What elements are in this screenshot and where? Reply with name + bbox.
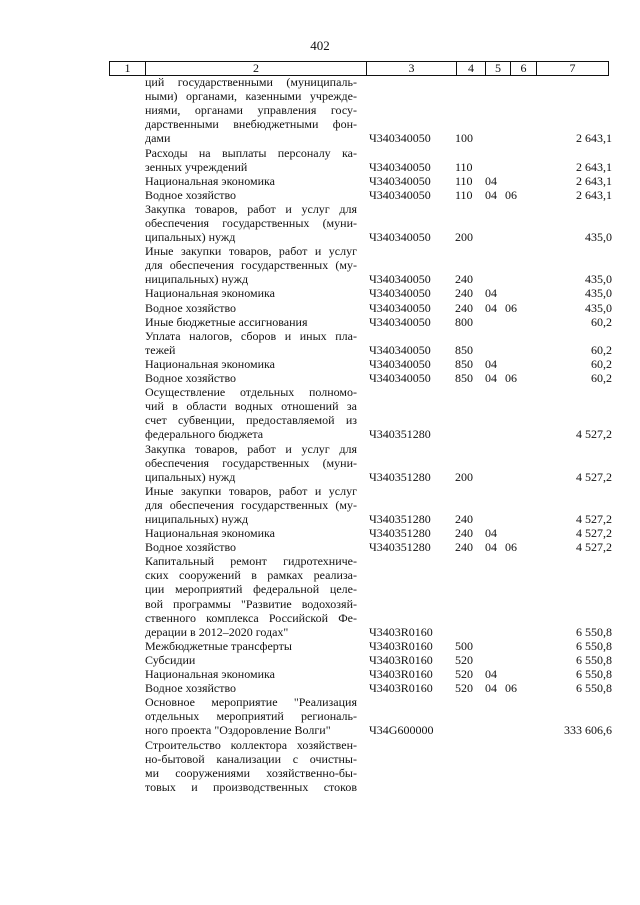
row-description	[145, 667, 357, 681]
table-row	[0, 174, 640, 188]
section-code: 04	[485, 286, 497, 301]
subsection-code: 06	[505, 300, 517, 315]
table-row	[0, 286, 640, 300]
expense-type-code: 240	[455, 512, 473, 526]
row-description	[145, 371, 357, 385]
description-line: Водное хозяйство	[145, 371, 237, 386]
amount: 6 550,8	[576, 652, 612, 667]
description-line: Уплата налогов, сборов и иных пла-	[145, 328, 357, 343]
description-line: ниципальных) нужд	[145, 272, 249, 287]
amount: 60,2	[591, 371, 612, 386]
amount: 60,2	[591, 314, 612, 329]
amount: 2 643,1	[576, 173, 612, 188]
amount: 6 550,8	[576, 638, 612, 653]
description-line: товых и производственных стоков	[145, 779, 357, 794]
table-row	[0, 738, 640, 794]
expense-type-code: 240	[455, 300, 473, 315]
description-line: ципальных) нужд	[145, 469, 236, 484]
column-header-1: 1	[110, 62, 146, 76]
description-line: ниципальных) нужд	[145, 512, 249, 526]
amount: 4 527,2	[576, 427, 612, 442]
target-article-code: Ч340340050	[369, 300, 431, 315]
description-line: ских сооружений в рамках реализа-	[145, 568, 357, 583]
column-header-2: 2	[146, 62, 367, 76]
description-line: для обеспечения государственных (му-	[145, 497, 357, 512]
description-line: счет субвенции, предоставляемой из	[145, 413, 357, 428]
expense-type-code: 110	[455, 173, 473, 188]
table-row	[0, 526, 640, 540]
table-row	[0, 188, 640, 202]
budget-table-body	[0, 75, 640, 794]
section-code: 04	[485, 667, 497, 682]
target-article-code: Ч3403R0160	[369, 667, 433, 682]
amount: 333 606,6	[564, 723, 612, 738]
table-row	[0, 639, 640, 653]
row-description	[145, 526, 357, 540]
amount: 2 643,1	[576, 131, 612, 146]
amount: 60,2	[591, 356, 612, 371]
table-row	[0, 695, 640, 737]
row-description	[145, 738, 357, 794]
description-line: ными) органами, казенными учрежде-	[145, 89, 357, 104]
section-code: 04	[485, 681, 497, 696]
description-line: тежей	[145, 342, 176, 357]
description-line: Субсидии	[145, 652, 196, 667]
description-line: Иные закупки товаров, работ и услуг	[145, 483, 357, 498]
target-article-code: Ч3403R0160	[369, 652, 433, 667]
description-line: Капитальный ремонт гидротехниче-	[145, 554, 357, 569]
table-row	[0, 371, 640, 385]
target-article-code: Ч3403R0160	[369, 638, 433, 653]
row-description	[145, 202, 357, 244]
table-row	[0, 667, 640, 681]
target-article-code: Ч340340050	[369, 272, 431, 287]
description-line: ций государственными (муниципаль-	[145, 75, 357, 89]
section-code: 04	[485, 371, 497, 386]
target-article-code: Ч340340050	[369, 314, 431, 329]
amount: 2 643,1	[576, 159, 612, 174]
description-line: Расходы на выплаты персоналу ка-	[145, 145, 357, 160]
row-description	[145, 653, 357, 667]
expense-type-code: 850	[455, 356, 473, 371]
amount: 435,0	[585, 272, 612, 287]
row-description	[145, 681, 357, 695]
amount: 6 550,8	[576, 681, 612, 696]
expense-type-code: 850	[455, 371, 473, 386]
row-description	[145, 188, 357, 202]
target-article-code: Ч340340050	[369, 173, 431, 188]
table-row	[0, 146, 640, 174]
description-line: дами	[145, 131, 171, 146]
target-article-code: Ч340340050	[369, 131, 431, 146]
table-row	[0, 301, 640, 315]
description-line: Строительство коллектора хозяйствен-	[145, 737, 357, 752]
row-description	[145, 540, 357, 554]
description-line: Основное мероприятие "Реализация	[145, 695, 357, 710]
expense-type-code: 850	[455, 342, 473, 357]
amount: 6 550,8	[576, 624, 612, 639]
amount: 4 527,2	[576, 469, 612, 484]
description-line: ции мероприятий федеральной целе-	[145, 582, 357, 597]
table-row	[0, 442, 640, 484]
description-line: Иные закупки товаров, работ и услуг	[145, 244, 357, 259]
table-row	[0, 357, 640, 371]
amount: 435,0	[585, 300, 612, 315]
expense-type-code: 200	[455, 230, 473, 245]
subsection-code: 06	[505, 187, 517, 202]
description-line: ственного комплекса Российской Фе-	[145, 610, 357, 625]
subsection-code: 06	[505, 371, 517, 386]
amount: 4 527,2	[576, 512, 612, 526]
section-code: 04	[485, 540, 497, 555]
expense-type-code: 520	[455, 667, 473, 682]
row-description	[145, 301, 357, 315]
description-line: Водное хозяйство	[145, 540, 237, 555]
target-article-code: Ч340351280	[369, 512, 431, 526]
target-article-code: Ч340340050	[369, 371, 431, 386]
description-line: Закупка товаров, работ и услуг для	[145, 441, 357, 456]
expense-type-code: 240	[455, 272, 473, 287]
expense-type-code: 520	[455, 652, 473, 667]
description-line: чий в области водных отношений за	[145, 399, 357, 414]
table-row	[0, 315, 640, 329]
expense-type-code: 200	[455, 469, 473, 484]
description-line: Водное хозяйство	[145, 187, 237, 202]
description-line: ного проекта "Оздоровление Волги"	[145, 723, 331, 738]
row-description	[145, 554, 357, 639]
description-line: Закупка товаров, работ и услуг для	[145, 201, 357, 216]
table-row	[0, 554, 640, 639]
section-code: 04	[485, 187, 497, 202]
description-line: отдельных мероприятий региональ-	[145, 709, 357, 724]
description-line: ципальных) нужд	[145, 230, 236, 245]
row-description	[145, 146, 357, 174]
description-line: ниями, органами управления госу-	[145, 103, 357, 118]
expense-type-code: 110	[455, 187, 473, 202]
expense-type-code: 500	[455, 638, 473, 653]
expense-type-code: 100	[455, 131, 473, 146]
description-line: Национальная экономика	[145, 667, 275, 682]
target-article-code: Ч340340050	[369, 230, 431, 245]
column-header-4: 4	[457, 62, 486, 76]
subsection-code: 06	[505, 540, 517, 555]
target-article-code: Ч340351280	[369, 526, 431, 541]
target-article-code: Ч340340050	[369, 356, 431, 371]
expense-type-code: 240	[455, 526, 473, 541]
row-description	[145, 442, 357, 484]
description-line: Межбюджетные трансферты	[145, 638, 292, 653]
column-header-5: 5	[486, 62, 511, 76]
row-description	[145, 286, 357, 300]
table-row	[0, 681, 640, 695]
column-header-6: 6	[511, 62, 537, 76]
description-line: Водное хозяйство	[145, 300, 237, 315]
target-article-code: Ч34G600000	[369, 723, 434, 738]
description-line: федерального бюджета	[145, 427, 264, 442]
description-line: Иные бюджетные ассигнования	[145, 314, 308, 329]
expense-type-code: 520	[455, 681, 473, 696]
page-number: 402	[310, 38, 330, 53]
description-line: Водное хозяйство	[145, 681, 237, 696]
row-description	[145, 385, 357, 441]
target-article-code: Ч340351280	[369, 469, 431, 484]
row-description	[145, 174, 357, 188]
row-description	[145, 75, 357, 145]
target-article-code: Ч340340050	[369, 286, 431, 301]
description-line: обеспечения государственных (муни-	[145, 215, 357, 230]
row-description	[145, 639, 357, 653]
row-description	[145, 357, 357, 371]
table-row	[0, 653, 640, 667]
column-header-row	[109, 61, 609, 76]
description-line: дерации в 2012–2020 годах"	[145, 624, 289, 639]
column-header-7: 7	[537, 62, 609, 76]
section-code: 04	[485, 356, 497, 371]
description-line: для обеспечения государственных (му-	[145, 258, 357, 273]
row-description	[145, 315, 357, 329]
row-description	[145, 244, 357, 286]
amount: 4 527,2	[576, 526, 612, 541]
row-description	[145, 695, 357, 737]
table-row	[0, 484, 640, 526]
table-row	[0, 75, 640, 146]
amount: 435,0	[585, 286, 612, 301]
expense-type-code: 110	[455, 159, 473, 174]
table-row	[0, 329, 640, 357]
section-code: 04	[485, 300, 497, 315]
row-description	[145, 484, 357, 526]
target-article-code: Ч340340050	[369, 187, 431, 202]
description-line: вой программы "Развитие водохозяй-	[145, 596, 357, 611]
amount: 6 550,8	[576, 667, 612, 682]
target-article-code: Ч340340050	[369, 159, 431, 174]
expense-type-code: 240	[455, 286, 473, 301]
expense-type-code: 240	[455, 540, 473, 555]
amount: 60,2	[591, 342, 612, 357]
description-line: Национальная экономика	[145, 526, 275, 541]
amount: 2 643,1	[576, 187, 612, 202]
description-line: зенных учреждений	[145, 159, 248, 174]
target-article-code: Ч3403R0160	[369, 681, 433, 696]
row-description	[145, 329, 357, 357]
column-header-3: 3	[367, 62, 457, 76]
description-line: но-бытовой канализации с очистны-	[145, 751, 357, 766]
target-article-code: Ч340351280	[369, 540, 431, 555]
target-article-code: Ч3403R0160	[369, 624, 433, 639]
subsection-code: 06	[505, 681, 517, 696]
description-line: дарственными внебюджетными фон-	[145, 117, 357, 132]
description-line: Национальная экономика	[145, 356, 275, 371]
target-article-code: Ч340340050	[369, 342, 431, 357]
amount: 4 527,2	[576, 540, 612, 555]
table-row	[0, 540, 640, 554]
target-article-code: Ч340351280	[369, 427, 431, 442]
description-line: Осуществление отдельных полномо-	[145, 385, 357, 400]
expense-type-code: 800	[455, 314, 473, 329]
table-row	[0, 202, 640, 244]
amount: 435,0	[585, 230, 612, 245]
description-line: обеспечения государственных (муни-	[145, 455, 357, 470]
description-line: Национальная экономика	[145, 286, 275, 301]
description-line: ми сооружениями хозяйственно-бы-	[145, 765, 357, 780]
description-line: Национальная экономика	[145, 173, 275, 188]
table-row	[0, 244, 640, 286]
section-code: 04	[485, 526, 497, 541]
section-code: 04	[485, 173, 497, 188]
table-row	[0, 385, 640, 441]
